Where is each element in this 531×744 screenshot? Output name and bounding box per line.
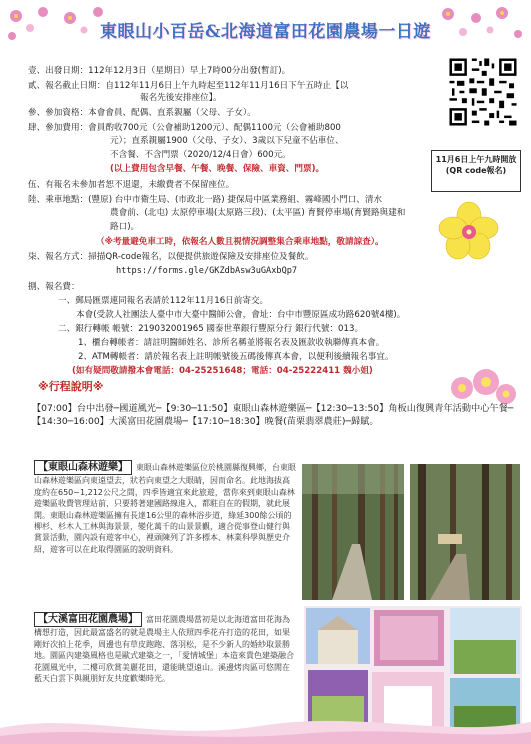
qr-code-icon[interactable]	[447, 56, 519, 128]
dongyan-text: 東眼山森林遊樂區位於桃園縣復興鄉，台東眼山森林遊樂區向東遠望去，狀若向東望之大眼睛，因而命名。此地海拔高度約在650~1,212公尺之間，四季皆適宜來此旅遊，當你來到東眼山森林遊樂區收費管理站前，只要將著建國路線進入，都駐自在的假期，就此展開。東眼山森林遊樂區擁有長達16公里的森林浴步道，綠延300餘公頃的柳杉、杉木人工林與海景景，變化萬千的山景景觀，適合從事登山健行與賞景活動，園內設有遊客中心，裡頭陳列了許多標本、林業科學與歷史介紹，遊客可以在此取得園區的說明資料。	[34, 463, 296, 554]
payment-item-2b: 2、ATM轉帳者：請於報名表上註明帳號後五碼後傳真本會，以便利後續報名事宜。	[78, 352, 394, 362]
boarding-line-cont2: 路口)。	[110, 222, 140, 232]
hibiscus-flower-icon	[438, 198, 500, 264]
tomita-heading: 【大溪富田花園農場】	[34, 612, 142, 627]
contact-line: (如有疑問敬請撥本會電話：04-25251648；電話：04-25222411 魏小姐)	[72, 366, 373, 376]
forest-path-photo	[302, 464, 404, 600]
departure-line: 壹、出發日期：112年12月3日（星期日）早上7時00分出發(暫訂)。	[28, 66, 291, 76]
fee-line-cont: 元）；直系親屬1900（父母、子女）、3歲以下兒童不佔車位、	[110, 136, 344, 146]
payment-heading: 捌、報名費：	[28, 282, 80, 292]
dongyan-description	[34, 460, 296, 555]
qr-open-note: 11月6日上午九時開放(QR code報名)	[431, 150, 521, 192]
deadline-line-cont: 報名先後安排座位】。	[140, 93, 222, 103]
payment-item-1: 一、郵局匯票連同報名表請於112年11月16日前寄交。	[58, 296, 269, 306]
boarding-line-cont: 農會前、(北屯) 太原停車場(太原路三段)、(太平區) 育賢停車場(育賢路與建和	[110, 208, 406, 218]
signup-line: 柒、報名方式：掃描QR-code報名，以便提供旅遊保險及安排座位及餐飲。	[28, 252, 314, 262]
payment-item-1-detail: 本會(受款人社團法人臺中市大臺中醫師公會，會址：台中市豐原區成功路620號4樓)。	[76, 310, 406, 320]
forest-trail-photo	[410, 464, 520, 600]
boarding-line: 陸、乘車地點：(豐原) 台中市衛生局、(市政北一路) 捷保局中區業務組、霧峰國小門口、清水	[28, 195, 383, 205]
itinerary-text: 【07:00】台中出發─國道風光─【9:30─11:50】東眼山森林遊樂區─【12:30─13:50】角板山復興青年活動中心午餐─【14:30─16:00】大溪富田花園農場─【17:10─18:30】晚餐(苗栗翡翠農莊)─歸賦。	[32, 403, 514, 427]
fee-line: 肆、參加費用：會員酌收700元（公會補助1200元）、配偶1100元（公會補助800	[28, 123, 341, 133]
fee-line-cont2: 不含餐、不含門票（2020/12/4日會）600元。	[110, 150, 291, 160]
bottom-wave-decoration	[0, 708, 531, 744]
payment-item-2: 二、銀行轉帳 帳號：219032001965 國泰世華銀行豐原分行 銀行代號：013。	[58, 324, 364, 334]
payment-item-2a: 1、櫃台轉帳者：請註明醫師姓名、診所名稱並將報名表及匯款收執聯傳真本會。	[78, 338, 385, 348]
deadline-line: 貳、報名截止日期：自112年11月6日上午九時起至112年11月16日下午五時止【以	[28, 81, 349, 91]
tomita-description	[34, 612, 296, 684]
signup-url[interactable]: https://forms.gle/GKZdbAsw3uGAxbQp7	[116, 266, 298, 276]
participants-line: 參、參加資格：本會會員、配偶、直系親屬（父母、子女）。	[28, 108, 256, 118]
boarding-note: （※考量避免車工時，依報名人數且視情況調整集合乘車地點，敬請諒查）。	[96, 237, 384, 247]
fee-inclusions: (以上費用包含早餐、午餐、晚餐、保險、車資、門票)。	[110, 164, 325, 174]
itinerary-heading: ※行程說明※	[38, 380, 104, 393]
page-title: 東眼山小百岳&北海道富田花園農場一日遊	[100, 22, 431, 42]
tomita-text: 富田花園農場當初是以北海道富田花海為構想打造，因此最富盛名的就是農場主人依照四季花卉打造的花田，如果剛好次拍上花季，周邊也有草皮跑跑、落羽松，是不少新人的婚紗取景勝地。園區內建築風格也是歐式建築之一，「愛情城堡」本造來貴色建築融合花園風光中，二樓可欣賞美麗花田，還能眺望遠山。溪邊烤肉區可悠閒在藍天白雲下與親朋好友共度歡樂時光。	[34, 615, 294, 684]
refund-line: 伍、有報名未參加者恕不退還，未繳費者不保留座位。	[28, 180, 235, 190]
dongyan-heading: 【東眼山森林遊樂】	[34, 460, 132, 475]
